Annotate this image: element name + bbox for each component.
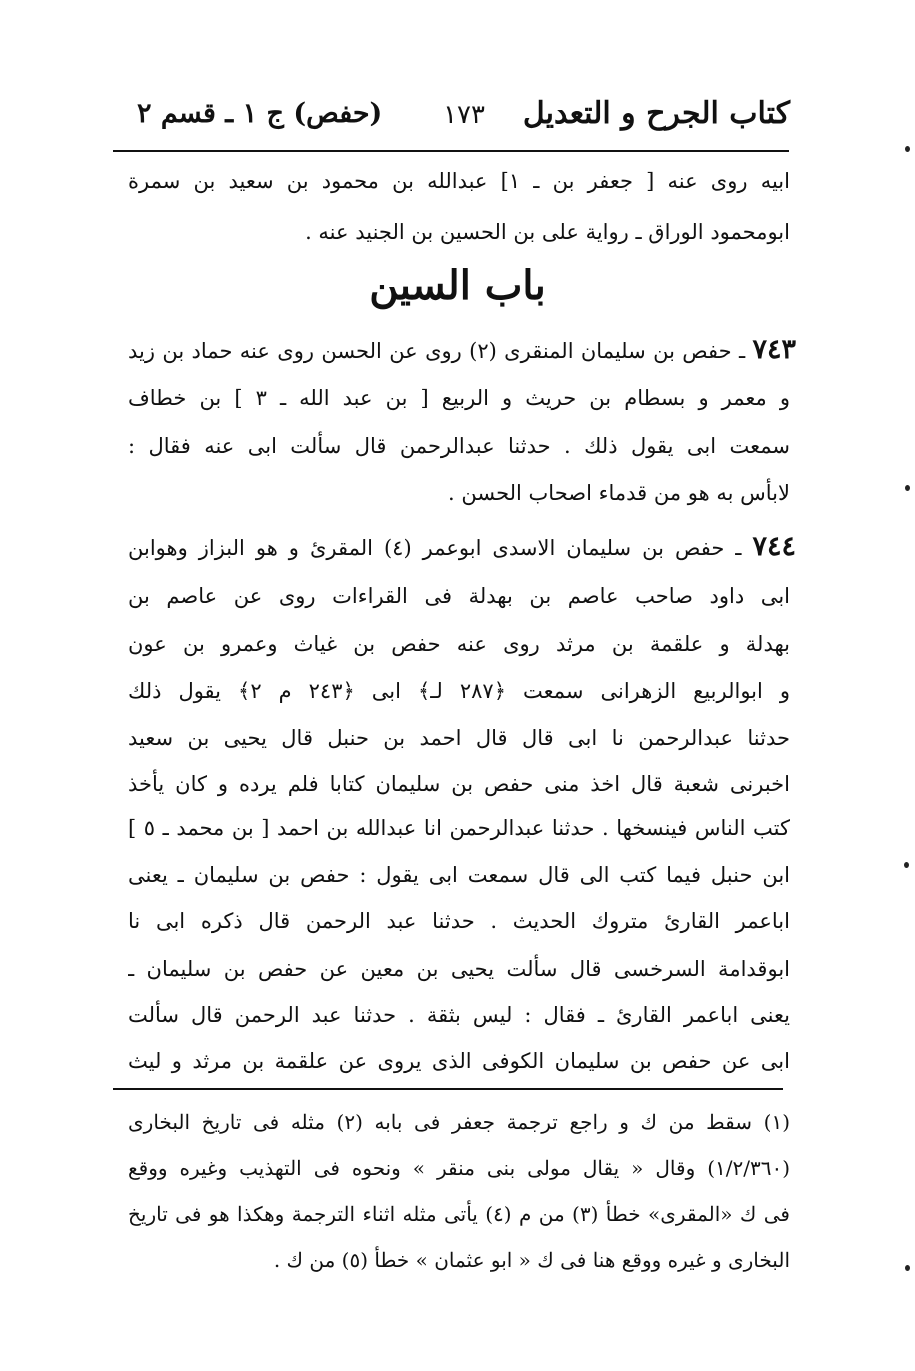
text-line: ابن حنبل فيما كتب الى قال سمعت ابى يقول : حفص بن سليمان ـ يعنى [128,863,790,887]
scan-speck [905,146,910,152]
footnote-line: (١/٢/٣٦٠) وقال « يقال مولى بنى منقر » ونحوه فى التهذيب وغيره ووقع [128,1156,790,1180]
text-line: حدثنا عبدالرحمن نا ابى قال قال احمد بن حنبل قال يحيى بن سعيد [128,726,790,750]
entry-text: ـ حفص بن سليمان المنقرى (٢) روى عن الحسن روى عنه حماد بن زيد [128,339,746,363]
text-line: كتب الناس فينسخها . حدثنا عبدالرحمن انا عبدالله بن احمد [ بن محمد ـ ٥ ] [128,816,790,840]
text-line: سمعت ابى يقول ذلك . حدثنا عبدالرحمن قال سألت ابى عنه فقال : [128,434,790,458]
text-line: ابيه روى عنه [ جعفر بن ـ ١] عبدالله بن محمود بن سعيد بن سمرة [128,169,790,193]
text-line: ابوقدامة السرخسى قال سألت يحيى بن معين عن حفص بن سليمان ـ [128,957,790,981]
footnote-rule [113,1088,783,1090]
running-header [115,92,790,142]
entry-number: ٧٤٣ [752,334,796,365]
scan-speck [904,862,909,868]
scan-speck [905,485,910,491]
text-line: بهدلة و علقمة بن مرثد روى عنه حفص بن غياث وعمرو بن عون [128,632,790,656]
text-line: اباعمر القارئ متروك الحديث . حدثنا عبد الرحمن قال ذكره ابى نا [128,909,790,933]
entry-743-line-1 [128,330,796,370]
page-number: ١٧٣ [443,100,485,130]
text-line: ابى داود صاحب عاصم بن بهدلة فى القراءات روى عن عاصم بن [128,584,790,608]
section-reference: (حفص) ج ١ ـ قسم ٢ [137,98,383,129]
chapter-title: باب السين [369,262,546,309]
footnote-line: (١) سقط من ك و راجع ترجمة جعفر فى بابه (٢) مثله فى تاريخ البخارى [128,1110,790,1134]
footnote-line: فى ك «المقرى» خطأ (٣) من م (٤) يأتى مثله اثناء الترجمة وهكذا هو فى تاريخ [128,1202,790,1226]
text-line: يعنى اباعمر القارئ ـ فقال : ليس بثقة . حدثنا عبد الرحمن قال سألت [128,1003,790,1027]
entry-number: ٧٤٤ [752,531,796,562]
book-title: كتاب الجرح و التعديل [522,96,790,131]
text-line: اخبرنى شعبة قال اخذ منى حفص بن سليمان كتابا فلم يرده و كان يأخذ [128,772,790,796]
entry-744-line-1 [128,527,796,567]
entry-text: ـ حفص بن سليمان الاسدى ابوعمر (٤) المقرئ و هو البزاز وهوابن [128,536,742,560]
text-line: ابى عن حفص بن سليمان الكوفى الذى يروى عن علقمة بن مرثد و ليث [128,1049,790,1073]
text-line: لابأس به هو من قدماء اصحاب الحسن . [448,481,790,505]
text-line: و معمر و بسطام بن حريث و الربيع [ بن عبد الله ـ ٣ ] بن خطاف [128,386,790,410]
footnote-line: البخارى و غيره ووقع هنا فى ك « ابو عثمان » خطأ (٥) من ك . [273,1248,790,1272]
text-line: ابومحمود الوراق ـ رواية على بن الحسين بن الجنيد عنه . [305,220,790,244]
text-line: و ابوالربيع الزهرانى سمعت ﴿٢٨٧ لـ﴾ ابى ﴿٢٤٣ م ٢﴾ يقول ذلك [128,679,790,703]
scan-speck [905,1265,910,1271]
header-rule [113,150,789,152]
